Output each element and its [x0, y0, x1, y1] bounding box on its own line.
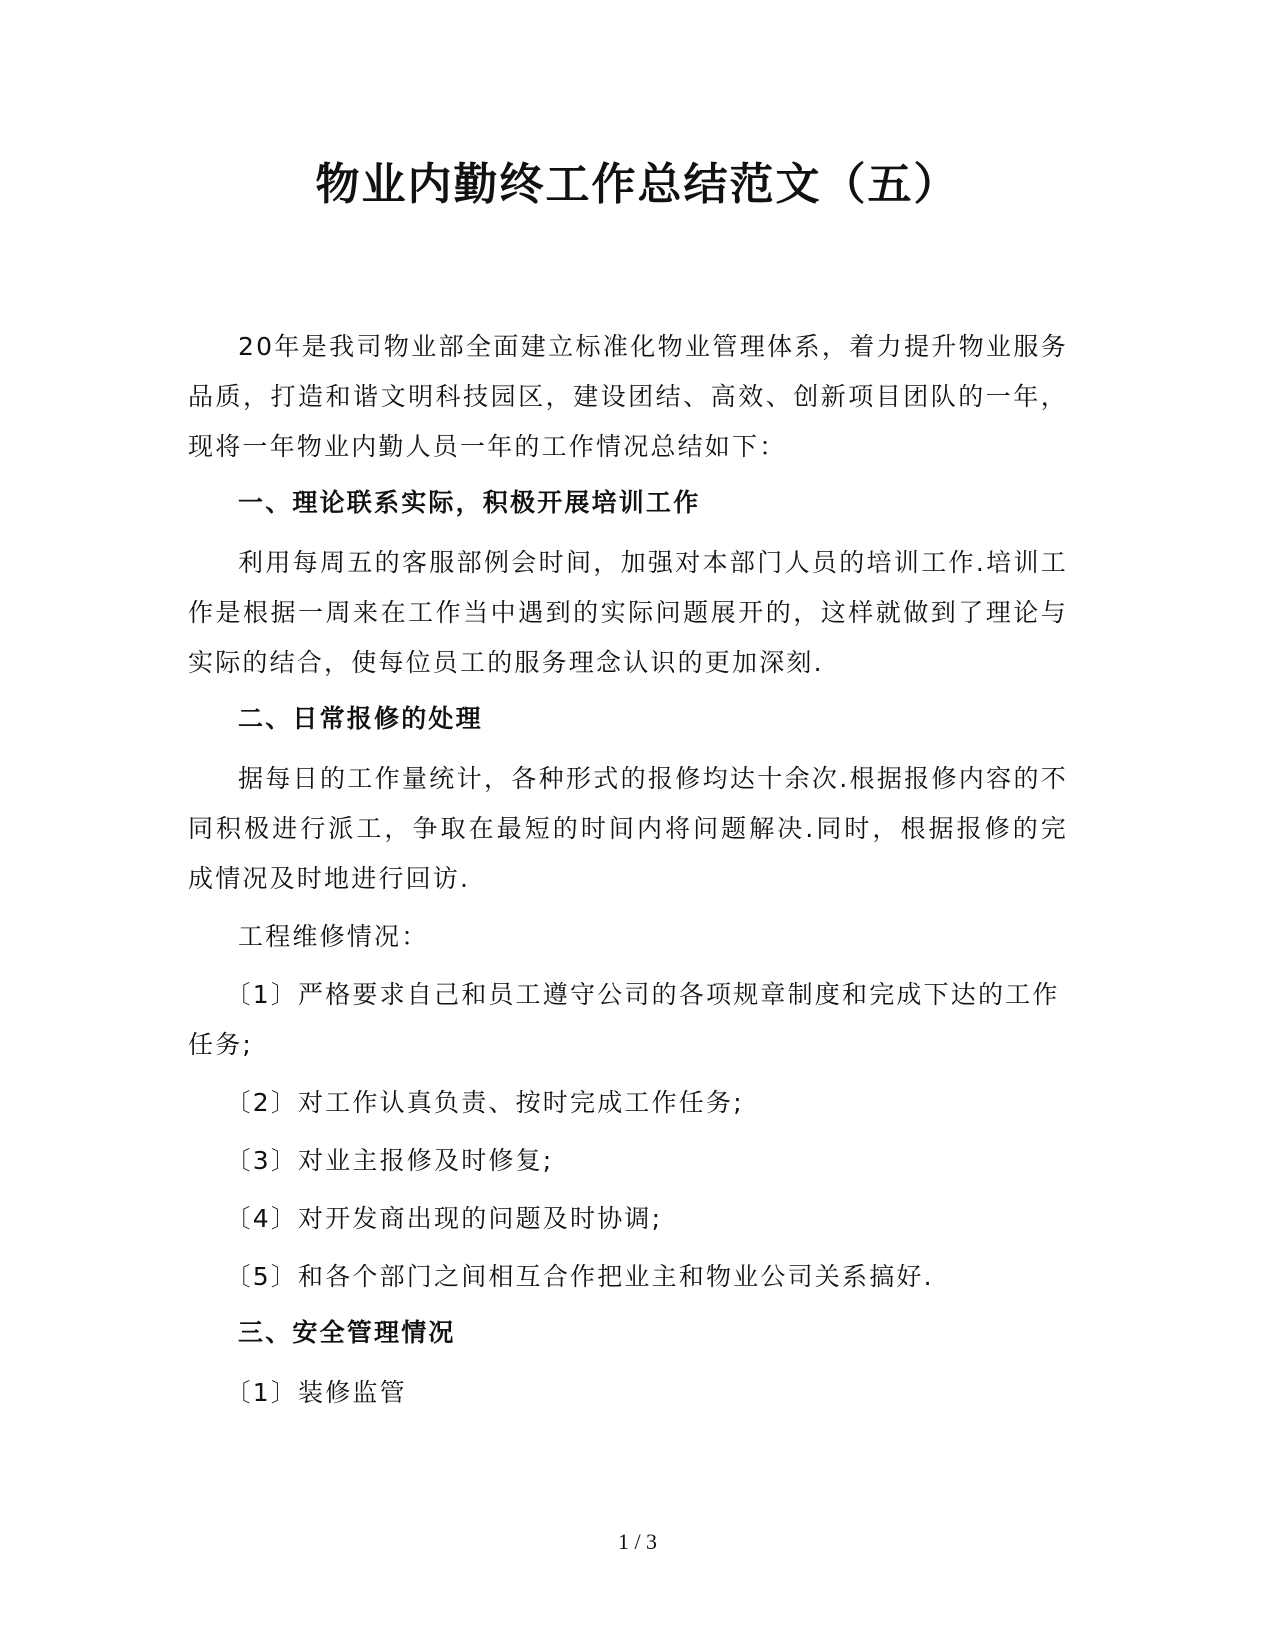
section-3-heading: 三、安全管理情况 [238, 1318, 456, 1347]
section-2-heading: 二、日常报修的处理 [238, 704, 483, 733]
list-item: 〔3〕对业主报修及时修复; [225, 1146, 554, 1175]
list-item: 〔2〕对工作认真负责、按时完成工作任务; [225, 1088, 744, 1117]
list-item: 〔4〕对开发商出现的问题及时协调; [225, 1204, 663, 1233]
list-item: 〔1〕装修监管 [225, 1378, 407, 1407]
document-title: 物业内勤终工作总结范文（五） [315, 159, 960, 210]
section-1-heading: 一、理论联系实际，积极开展培训工作 [238, 488, 701, 517]
list-item: 〔1〕严格要求自己和员工遵守公司的各项规章制度和完成下达的工作任务; [188, 980, 1060, 1059]
list-item: 〔5〕和各个部门之间相互合作把业主和物业公司关系搞好. [225, 1262, 934, 1291]
page-number: 1 / 3 [617, 1529, 658, 1554]
maintenance-subheading: 工程维修情况： [238, 922, 429, 951]
intro-paragraph: 20年是我司物业部全面建立标准化物业管理体系，着力提升物业服务品质，打造和谐文明科技园区，建设团结、高效、创新项目团队的一年，现将一年物业内勤人员一年的工作情况总结如下： [188, 332, 1068, 461]
section-2-paragraph: 据每日的工作量统计，各种形式的报修均达十余次.根据报修内容的不同积极进行派工，争取在最短的时间内将问题解决.同时，根据报修的完成情况及时地进行回访. [188, 764, 1068, 893]
section-1-paragraph: 利用每周五的客服部例会时间，加强对本部门人员的培训工作.培训工作是根据一周来在工作当中遇到的实际问题展开的，这样就做到了理论与实际的结合，使每位员工的服务理念认识的更加深刻. [188, 548, 1068, 677]
document-body [188, 322, 1068, 1426]
